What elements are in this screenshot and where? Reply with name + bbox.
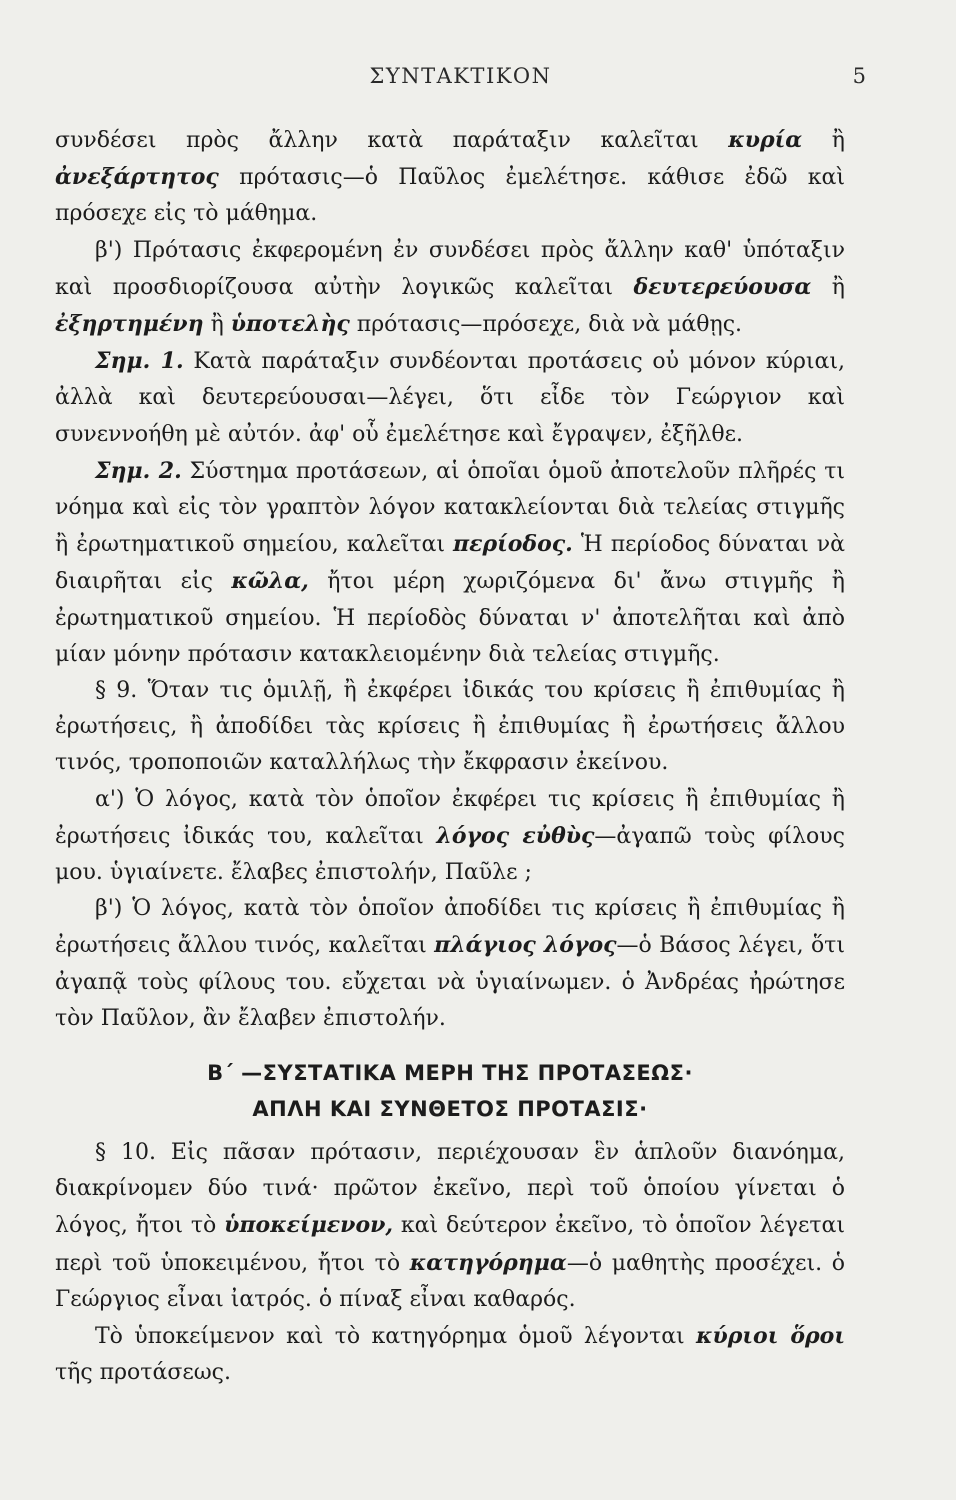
text-run: πρότασις—ὁ Παῦλος ἐμελέτησε. κάθισε ἐδῶ καὶ πρόσεχε εἰς τὸ μάθημα. [55,165,845,227]
text-run: ἤτοι μέρη χωριζόμενα δι' ἄνω στιγμῆς ἢ ἐρωτηματικοῦ σημείου. Ἡ περίοδὸς δύναται ν' ἀποτελῆται καὶ ἀπὸ μίαν μόνην πρότασιν κατακλειομένην διὰ τελείας στιγμῆς. [55,569,845,667]
text-run: § 10. Εἰς πᾶσαν πρότασιν, περιέχουσαν ἓν ἁπλοῦν διανόημα, διακρίνομεν δύο τινά· πρῶτον ἐκεῖνο, περὶ τοῦ ὁποίου γίνεται ὁ λόγος, ἤτοι τὸ [55,1140,845,1239]
text-run: —ὁ μαθητὴς προσέχει. ὁ Γεώργιος εἶναι ἰατρός. ὁ πίναξ εἶναι καθαρός. [55,1250,846,1312]
note-2 [55,453,845,673]
text-run: ἢ [802,128,845,153]
page-header [55,64,866,98]
text-run: Κατὰ παράταξιν συνδέονται προτάσεις οὐ μόνον κύριαι, ἀλλὰ καὶ δευτερεύουσαι—λέγει, ὅτι εἶδε τὸν Γεώργιον καὶ συνεννοήθη μὲ αὐτόν. ἀφ' οὗ ἐμελέτησε καὶ ἔγραψεν, ἐξῆλθε. [55,349,846,447]
section-10 [55,1135,845,1318]
body-text [55,122,845,1392]
paragraph-1 [55,122,845,233]
text-run: καὶ δεύτερον ἐκεῖνο, τὸ ὁποῖον λέγεται περὶ τοῦ ὑποκειμένου, ἤτοι τὸ [55,1213,845,1276]
paragraph-kyrioi-oroi [55,1318,845,1391]
note-label: Σημ. 1. [95,348,184,375]
term-deutereuousa: δευτερεύουσα [633,273,812,300]
text-run: τῆς προτάσεως. [55,1360,231,1386]
section-heading-line-1: Β΄ —ΣΥΣΤΑΤΙΚΑ ΜΕΡΗ ΤΗΣ ΠΡΟΤΑΣΕΩΣ· [207,1061,693,1086]
section-heading [55,1055,845,1127]
section-heading-line-2: ΑΠΛΗ ΚΑΙ ΣΥΝΘΕΤΟΣ ΠΡΟΤΑΣΙΣ· [252,1097,648,1122]
paragraph-2 [55,233,845,344]
term-hypotelis: ὑποτελὴς [230,311,350,338]
note-1 [55,343,845,453]
text-run: Ἡ περίοδος δύναται νὰ διαιρῆται εἰς [55,532,845,595]
text-run: β') Ὁ λόγος, κατὰ τὸν ὁποῖον ἀποδίδει τις κρίσεις ἢ ἐπιθυμίας ἢ ἐρωτήσεις ἄλλου τινός, καλεῖται [55,896,845,959]
text-run: α') Ὁ λόγος, κατὰ τὸν ὁποῖον ἐκφέρει τις κρίσεις ἢ ἐπιθυμίας ἢ ἐρωτήσεις ἰδικάς του, καλεῖται [55,786,845,849]
text-run: Τὸ ὑποκείμενον καὶ τὸ κατηγόρημα ὁμοῦ λέγονται [95,1324,697,1350]
term-kyria: κυρία [728,127,803,153]
term-katigorima: κατηγόρημα [409,1249,567,1276]
term-plagios-logos: πλάγιος λόγος [434,932,617,959]
text-run: —ὁ Βάσος λέγει, ὅτι ἀγαπᾷ τοὺς φίλους του. εὔχεται νὰ ὑγιαίνωμεν. ὁ Ἀνδρέας ἠρώτησε τὸν Παῦλον, ἂν ἔλαβεν ἐπιστολήν. [55,933,845,1031]
page-number: 5 [852,64,866,88]
text-run: β') Πρότασις ἐκφερομένη ἐν συνδέσει πρὸς ἄλλην καθ' ὑπόταξιν καὶ προσδιορίζουσα αὐτὴν λογικῶς καλεῖται [55,237,845,300]
text-run: συνδέσει πρὸς ἄλλην κατὰ παράταξιν καλεῖται [55,128,729,153]
text-run: —ἀγαπῶ τοὺς φίλους μου. ὑγιαίνετε. ἔλαβες ἐπιστολήν, Παῦλε ; [55,823,845,886]
text-run: Σύστημα προτάσεων, αἱ ὁποῖαι ὁμοῦ ἀποτελοῦν πλῆρές τι νόημα καὶ εἰς τὸν γραπτὸν λόγον κατακλείονται διὰ τελείας στιγμῆς ἢ ἐρωτηματικοῦ σημείου, καλεῖται [55,458,846,558]
text-run: ἢ [811,274,845,300]
text-run: ἢ [203,312,231,338]
running-head: ΣΥΝΤΑΚΤΙΚΟΝ [369,64,552,88]
note-label: Σημ. 2. [95,457,182,484]
term-periodos: περίοδος. [453,531,573,558]
term-hypokeimenon: ὑποκείμενον, [224,1212,394,1239]
term-kola: κῶλα, [231,568,309,595]
term-kyrioi-oroi: κύριοι ὅροι [696,1323,845,1350]
term-exirtimeni: ἐξηρτημένη [55,311,204,338]
paragraph-alpha [55,782,845,892]
term-anexartitos: ἀνεξάρτητος [55,164,219,191]
section-9 [55,673,845,782]
text-run: § 9. Ὅταν τις ὁμιλῇ, ἢ ἐκφέρει ἰδικάς του κρίσεις ἢ ἐπιθυμίας ἢ ἐρωτήσεις, ἢ ἀποδίδει τὰς κρίσεις ἢ ἐπιθυμίας ἢ ἐρωτήσεις ἄλλου τινός, τροποποιῶν καταλλήλως τὴν ἔκφρασιν ἐκείνου. [55,678,845,776]
text-run: πρότασις—πρόσεχε, διὰ νὰ μάθῃς. [349,312,743,338]
term-logos-euthys: λόγος εὐθὺς [436,822,595,849]
paragraph-beta [55,891,845,1037]
